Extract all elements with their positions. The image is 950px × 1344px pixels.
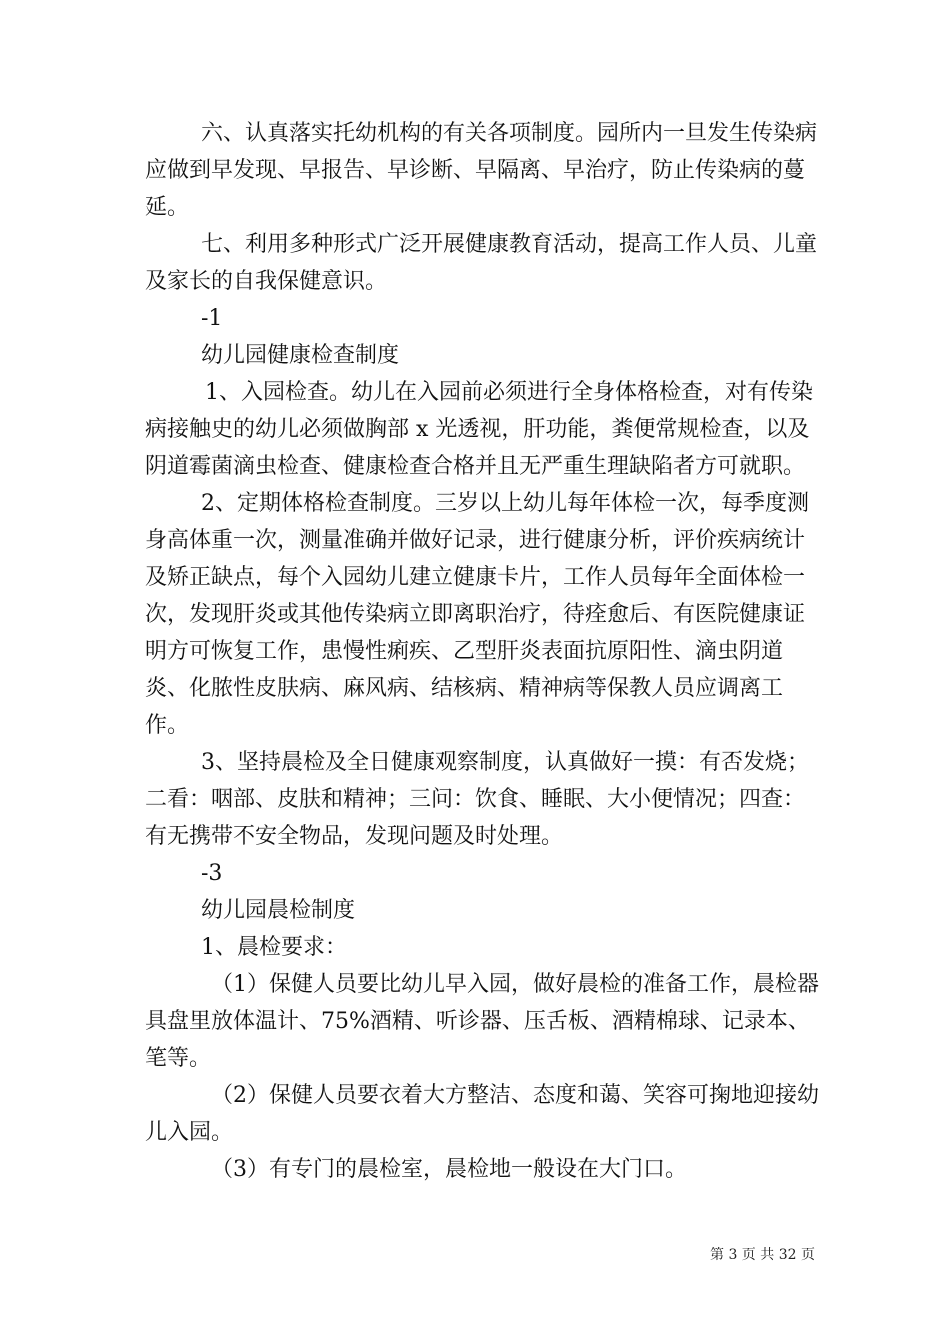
page-marker: -1 bbox=[201, 306, 223, 331]
paragraph-entry-check: 1、入园检查。幼儿在入园前必须进行全身体格检查，对有传染病接触史的幼儿必须做胸部 x 光透视，肝功能，粪便常规检查，以及阴道霉菌滴虫检查、健康检查合格并且无严重生理缺陷者方可就职。 bbox=[145, 380, 813, 479]
paragraph-morning-observation: 3、坚持晨检及全日健康观察制度，认真做好一摸：有否发烧；二看：咽部、皮肤和精神；三问：饮食、睡眠、大小便情况；四查：有无携带不安全物品，发现问题及时处理。 bbox=[145, 750, 809, 849]
paragraph-item-6: 六、认真落实托幼机构的有关各项制度。园所内一旦发生传染病应做到早发现、早报告、早诊断、早隔离、早治疗，防止传染病的蔓延。 bbox=[145, 121, 818, 220]
subsection-requirements: 1、晨检要求： bbox=[201, 935, 347, 960]
paragraph-requirement-2: （2）保健人员要衣着大方整洁、态度和蔼、笑容可掬地迎接幼儿入园。 bbox=[145, 1083, 819, 1145]
paragraph-requirement-1: （1）保健人员要比幼儿早入园，做好晨检的准备工作，晨检器具盘里放体温计、75%酒精、听诊器、压舌板、酒精棉球、记录本、笔等。 bbox=[145, 972, 819, 1071]
paragraph-item-7: 七、利用多种形式广泛开展健康教育活动，提高工作人员、儿童及家长的自我保健意识。 bbox=[145, 232, 818, 294]
paragraph-requirement-3: （3）有专门的晨检室，晨检地一般设在大门口。 bbox=[211, 1157, 687, 1182]
page-number-footer: 第 3 页 共 32 页 bbox=[710, 1247, 815, 1263]
page-marker: -3 bbox=[201, 861, 223, 886]
document-body bbox=[145, 115, 825, 1188]
section-title-morning-check: 幼儿园晨检制度 bbox=[201, 898, 356, 923]
paragraph-periodic-check: 2、定期体格检查制度。三岁以上幼儿每年体检一次，每季度测身高体重一次，测量准确并做好记录，进行健康分析，评价疾病统计及矫正缺点，每个入园幼儿建立健康卡片，工作人员每年全面体检一次，发现肝炎或其他传染病立即离职治疗，待痊愈后、有医院健康证明方可恢复工作，患慢性痢疾、乙型肝炎表面抗原阳性、滴虫阴道炎、化脓性皮肤病、麻风病、结核病、精神病等保教人员应调离工作。 bbox=[145, 491, 809, 738]
section-title-health-check: 幼儿园健康检查制度 bbox=[201, 343, 400, 368]
